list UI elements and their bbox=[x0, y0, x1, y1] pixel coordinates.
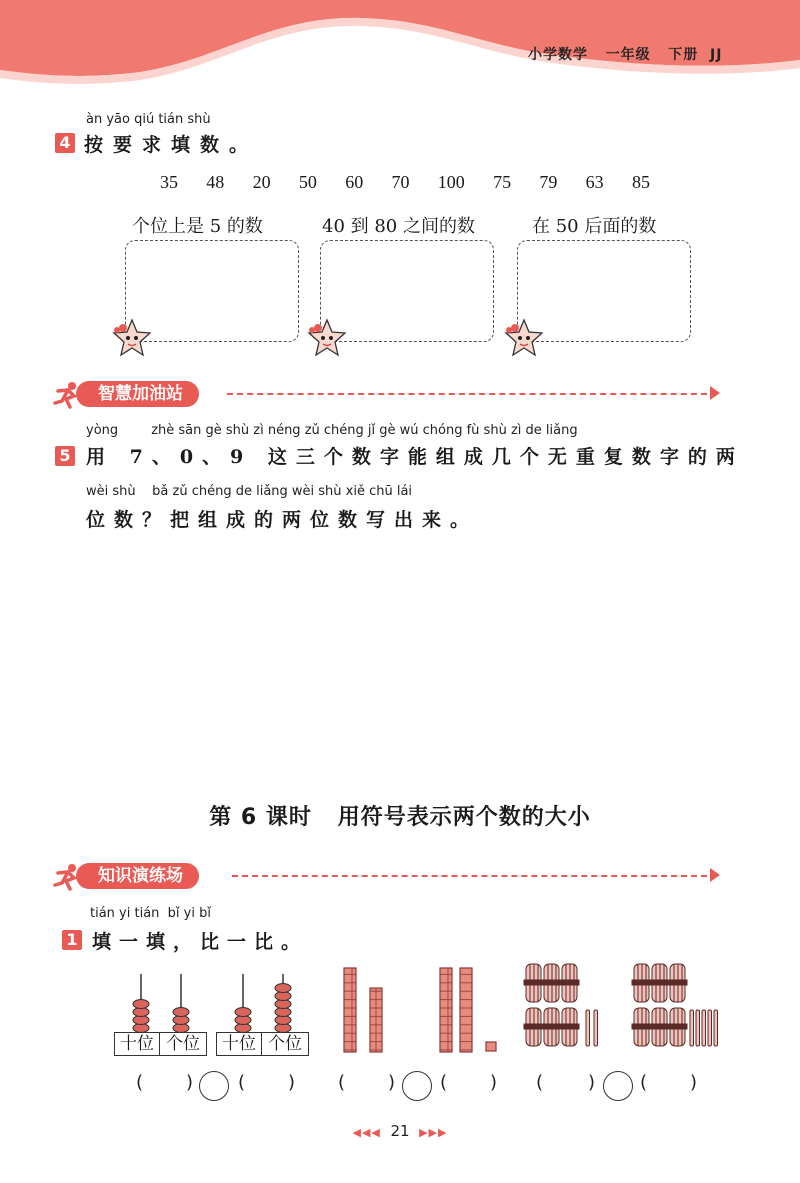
stick-bundle bbox=[650, 1008, 669, 1046]
star-mascot-icon bbox=[305, 318, 349, 358]
single-stick bbox=[702, 1010, 706, 1046]
stick-bundle bbox=[668, 964, 687, 1002]
single-stick bbox=[586, 1010, 590, 1046]
banner-dashed-line bbox=[232, 875, 707, 877]
star-mascot-icon bbox=[110, 318, 154, 358]
ten-rod bbox=[460, 968, 472, 1052]
number-item: 70 bbox=[391, 172, 410, 192]
compare-circle-1[interactable] bbox=[199, 1071, 229, 1101]
number-item: 35 bbox=[160, 172, 178, 192]
answer-paren-open[interactable]: ( bbox=[238, 1072, 246, 1093]
number-item: 63 bbox=[585, 172, 604, 192]
single-stick bbox=[594, 1010, 598, 1046]
q5-pinyin-line1: yòng zhè sān gè shù zì néng zǔ chéng jǐ gè wú chóng fù shù zì de liǎng bbox=[86, 423, 578, 438]
ten-rod bbox=[440, 968, 452, 1052]
q5-pinyin-line2: wèi shù bǎ zǔ chéng de liǎng wèi shù xiě chū lái bbox=[86, 484, 413, 499]
q5-text-line1: 用 7、0、9 这三个数字能组成几个无重复数字的两 bbox=[86, 446, 744, 468]
answer-paren-close[interactable]: ) bbox=[490, 1072, 498, 1093]
answer-paren-close[interactable]: ) bbox=[288, 1072, 296, 1093]
page-number: 21 bbox=[390, 1122, 410, 1140]
footer-right-arrows-icon: ▶▶▶ bbox=[419, 1126, 448, 1139]
answer-paren-close[interactable]: ) bbox=[186, 1072, 194, 1093]
compare-circle-2[interactable] bbox=[402, 1071, 432, 1101]
stick-bundle bbox=[560, 964, 579, 1002]
runner-icon bbox=[52, 861, 82, 891]
single-stick bbox=[708, 1010, 712, 1046]
abacus-b-ones-label: 个位 bbox=[261, 1032, 309, 1056]
box-label-after-50: 在 50 后面的数 bbox=[532, 216, 657, 237]
single-stick bbox=[690, 1010, 694, 1046]
box-label-ones-five: 个位上是 5 的数 bbox=[132, 216, 263, 237]
stick-bundle bbox=[560, 1008, 579, 1046]
stick-bundle bbox=[524, 964, 543, 1002]
single-stick bbox=[714, 1010, 718, 1046]
abacus-b-ones-beads bbox=[275, 984, 291, 1033]
q4-instruction: 按要求填数。 bbox=[84, 134, 259, 156]
abacus-b-tens-label: 十位 bbox=[216, 1032, 262, 1056]
base-ten-blocks-b bbox=[436, 966, 502, 1056]
q4-number: 4 bbox=[55, 133, 75, 153]
abacus-a-tens-label: 十位 bbox=[114, 1032, 160, 1056]
answer-paren-close[interactable]: ) bbox=[690, 1072, 698, 1093]
box-label-40-to-80: 40 到 80 之间的数 bbox=[322, 216, 475, 237]
unit-cube bbox=[486, 1042, 496, 1051]
compare-circle-3[interactable] bbox=[603, 1071, 633, 1101]
stick-bundle bbox=[542, 964, 561, 1002]
page-footer bbox=[0, 1122, 800, 1140]
answer-paren-close[interactable]: ) bbox=[588, 1072, 596, 1093]
stick-bundles-b bbox=[630, 960, 720, 1052]
footer-left-arrows-icon: ◀◀◀ bbox=[352, 1126, 381, 1139]
q4-number-list bbox=[160, 172, 650, 193]
answer-paren-open[interactable]: ( bbox=[640, 1072, 648, 1093]
number-item: 79 bbox=[539, 172, 558, 192]
answer-paren-open[interactable]: ( bbox=[536, 1072, 544, 1093]
abacus-b bbox=[216, 970, 311, 1034]
section-banner-label: 智慧加油站 bbox=[76, 381, 199, 407]
header-book-info: 小学数学 一年级 下册 JJ bbox=[528, 47, 723, 63]
stick-bundle bbox=[632, 1008, 651, 1046]
number-item: 50 bbox=[298, 172, 317, 192]
answer-paren-open[interactable]: ( bbox=[440, 1072, 448, 1093]
number-item: 60 bbox=[345, 172, 364, 192]
answer-paren-close[interactable]: ) bbox=[388, 1072, 396, 1093]
q1-number: 1 bbox=[62, 930, 82, 950]
stick-bundle bbox=[542, 1008, 561, 1046]
section-banner-label: 知识演练场 bbox=[76, 863, 199, 889]
stick-bundle bbox=[524, 1008, 543, 1046]
number-item: 100 bbox=[437, 172, 465, 192]
q1-instruction: 填一填，比一比。 bbox=[92, 931, 309, 953]
stick-bundle bbox=[668, 1008, 687, 1046]
number-item: 20 bbox=[252, 172, 271, 192]
q5-number: 5 bbox=[55, 446, 75, 466]
runner-icon bbox=[52, 379, 82, 409]
number-item: 75 bbox=[493, 172, 512, 192]
abacus-a bbox=[114, 970, 209, 1034]
answer-paren-open[interactable]: ( bbox=[136, 1072, 144, 1093]
single-stick bbox=[696, 1010, 700, 1046]
ten-rod bbox=[370, 988, 382, 1052]
ten-rod bbox=[344, 968, 356, 1052]
section-banner-zhihui bbox=[52, 381, 732, 407]
number-item: 48 bbox=[206, 172, 225, 192]
abacus-a-tens-beads bbox=[133, 1000, 149, 1033]
banner-arrow-icon bbox=[710, 868, 720, 882]
q4-pinyin: àn yāo qiú tián shù bbox=[86, 112, 211, 127]
q1-pinyin: tián yi tián bǐ yi bǐ bbox=[90, 906, 211, 921]
stick-bundle bbox=[632, 964, 651, 1002]
banner-arrow-icon bbox=[710, 386, 720, 400]
stick-bundles-a bbox=[522, 960, 610, 1052]
answer-paren-open[interactable]: ( bbox=[338, 1072, 346, 1093]
abacus-a-ones-label: 个位 bbox=[159, 1032, 207, 1056]
q5-text-line2: 位数？把组成的两位数写出来。 bbox=[86, 509, 479, 531]
abacus-b-tens-beads bbox=[235, 1008, 251, 1033]
lesson-title: 第 6 课时 用符号表示两个数的大小 bbox=[209, 805, 591, 830]
base-ten-blocks-a bbox=[340, 966, 392, 1056]
stick-bundle bbox=[650, 964, 669, 1002]
star-mascot-icon bbox=[502, 318, 546, 358]
banner-dashed-line bbox=[227, 393, 707, 395]
abacus-a-ones-beads bbox=[173, 1008, 189, 1033]
section-banner-zhishi bbox=[52, 863, 732, 889]
number-item: 85 bbox=[631, 172, 650, 192]
